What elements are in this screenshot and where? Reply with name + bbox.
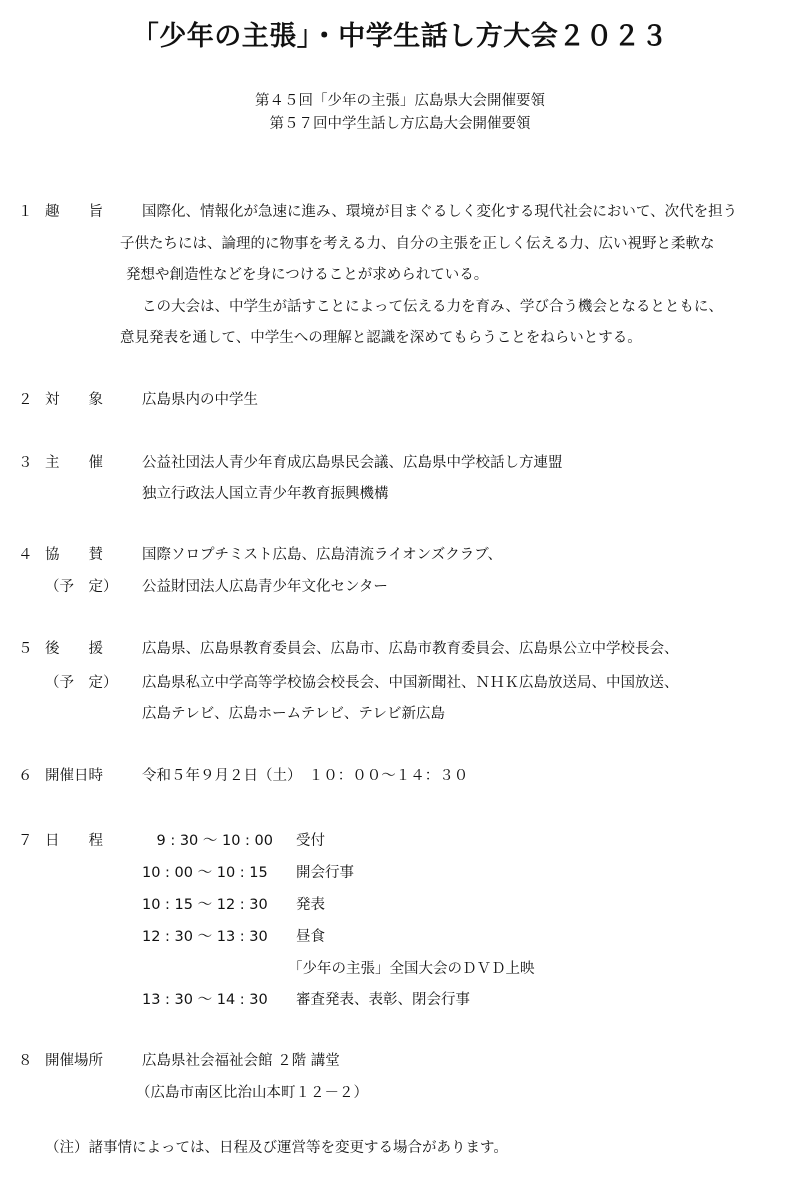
section-label: 主 催 xyxy=(45,455,103,471)
section-label: 対 象 xyxy=(45,392,103,408)
section-number: ３ xyxy=(18,455,33,471)
section-label: 開催日時 xyxy=(45,768,103,784)
purpose-line: 子供たちには、論理的に物事を考える力、自分の主張を正しく伝える力、広い視野と柔軟な xyxy=(120,236,715,252)
purpose-line: 発想や創造性などを身につけることが求められている。 xyxy=(126,267,489,283)
section-label: 後 援 xyxy=(45,641,103,657)
document-title: 「少年の主張」・中学生話し方大会２０２３ xyxy=(131,21,669,52)
support-line: 広島県私立中学高等学校協会校長会、中国新聞社、ＮＨＫ広島放送局、中国放送、 xyxy=(142,675,679,691)
footnote: （注）諸事情によっては、日程及び運営等を変更する場合があります。 xyxy=(45,1140,508,1156)
target-value: 広島県内の中学生 xyxy=(142,392,258,408)
support-line: 広島県、広島県教育委員会、広島市、広島市教育委員会、広島県公立中学校長会、 xyxy=(142,641,679,657)
subtitle-prefectural-contest: 第４５回「少年の主張」広島県大会開催要領 xyxy=(255,93,545,109)
sponsor-line: 公益財団法人広島青少年文化センター xyxy=(142,579,388,595)
venue-address: （広島市南区比治山本町１２－２） xyxy=(136,1085,368,1101)
section-sublabel: （予 定） xyxy=(45,579,118,595)
organizer-line: 独立行政法人国立青少年教育振興機構 xyxy=(142,486,389,502)
section-label: 日 程 xyxy=(45,833,103,849)
schedule-event: 開会行事 xyxy=(296,865,354,881)
section-sublabel: （予 定） xyxy=(45,675,118,691)
datetime-value: 令和５年９月２日（土） １０：００～１４：３０ xyxy=(142,768,469,784)
section-number: ５ xyxy=(18,641,33,657)
section-number: ６ xyxy=(18,768,33,784)
schedule-event: 発表 xyxy=(296,897,325,913)
purpose-line: 意見発表を通して、中学生への理解と認識を深めてもらうことをねらいとする。 xyxy=(120,330,642,346)
schedule-event: 「少年の主張」全国大会のＤＶＤ上映 xyxy=(288,961,535,977)
schedule-time: 10 : 15 ～ 12 : 30 xyxy=(142,897,268,913)
schedule-time: 9 : 30 ～ 10 : 00 xyxy=(142,833,274,849)
section-label: 趣 旨 xyxy=(45,204,103,220)
schedule-event: 受付 xyxy=(296,833,325,849)
section-number: ２ xyxy=(18,392,33,408)
schedule-time: 12 : 30 ～ 13 : 30 xyxy=(142,929,268,945)
section-number: ８ xyxy=(18,1053,33,1069)
schedule-event: 審査発表、表彰、閉会行事 xyxy=(296,992,470,1008)
subtitle-speech-contest: 第５７回中学生話し方広島大会開催要領 xyxy=(269,116,531,132)
section-label: 協 賛 xyxy=(45,547,103,563)
section-number: １ xyxy=(18,204,33,220)
purpose-line: 国際化、情報化が急速に進み、環境が目まぐるしく変化する現代社会において、次代を担う xyxy=(142,204,738,220)
schedule-time: 10 : 00 ～ 10 : 15 xyxy=(142,865,268,881)
organizer-line: 公益社団法人青少年育成広島県民会議、広島県中学校話し方連盟 xyxy=(142,455,563,471)
section-number: ７ xyxy=(18,833,33,849)
support-line: 広島テレビ、広島ホームテレビ、テレビ新広島 xyxy=(142,706,446,722)
purpose-line: この大会は、中学生が話すことによって伝える力を育み、学び合う機会となるとともに、 xyxy=(142,299,723,315)
sponsor-line: 国際ソロプチミスト広島、広島清流ライオンズクラブ、 xyxy=(142,547,503,563)
venue-name: 広島県社会福祉会館 ２階 講堂 xyxy=(142,1053,340,1069)
schedule-time: 13 : 30 ～ 14 : 30 xyxy=(142,992,268,1008)
schedule-event: 昼食 xyxy=(296,929,325,945)
section-label: 開催場所 xyxy=(45,1053,103,1069)
section-number: ４ xyxy=(18,547,33,563)
